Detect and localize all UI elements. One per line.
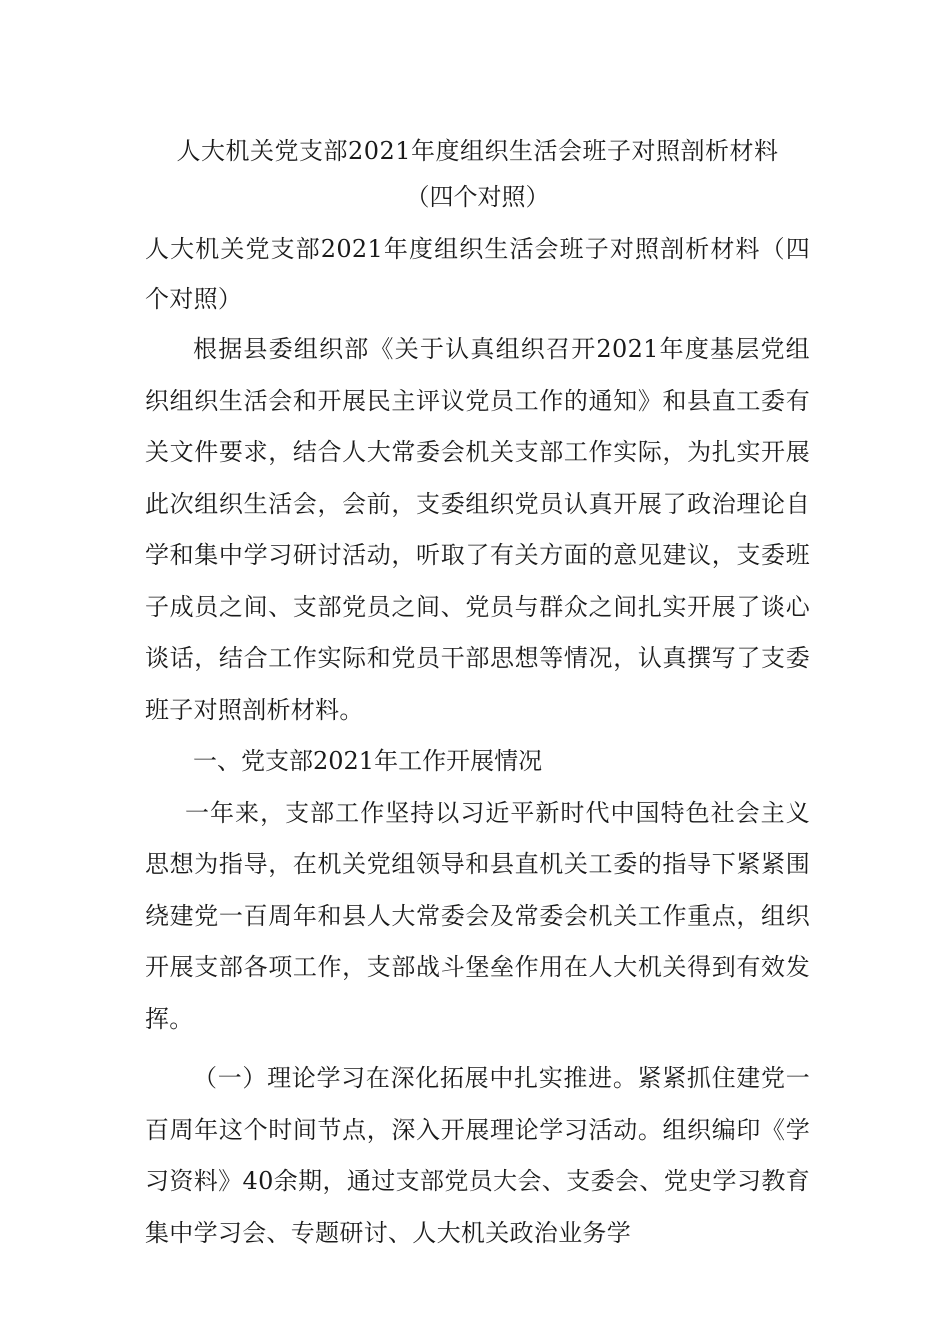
intro-paragraph: 根据县委组织部《关于认真组织召开2021年度基层党组织组织生活会和开展民主评议党员工作的通知》和县直工委有关文件要求，结合人大常委会机关支部工作实际，为扎实开展此次组织生活会，会前，支委组织党员认真开展了政治理论自学和集中学习研讨活动，听取了有关方面的意见建议，支委班子成员之间、支部党员之间、党员与群众之间扎实开展了谈心谈话，结合工作实际和党员干部思想等情况，认真撰写了支委班子对照剖析材料。 — [145, 335, 810, 724]
section-paragraph: 一年来，支部工作坚持以习近平新时代中国特色社会主义思想为指导，在机关党组领导和县直机关工委的指导下紧紧围绕建党一百周年和县人大常委会及常委会机关工作重点，组织开展支部各项工作，支部战斗堡垒作用在人大机关得到有效发挥。 — [145, 798, 810, 1033]
document-title: 人大机关党支部2021年度组织生活会班子对照剖析材料 — [176, 137, 779, 165]
repeated-title: 人大机关党支部2021年度组织生活会班子对照剖析材料（四个对照） — [145, 235, 810, 313]
paragraph-gap — [145, 1045, 810, 1053]
document-body — [145, 128, 810, 1259]
document-subtitle: （四个对照） — [405, 183, 550, 211]
section-heading: 一、党支部2021年工作开展情况 — [193, 747, 543, 775]
subsection-paragraph: （一）理论学习在深化拓展中扎实推进。紧紧抓住建党一百周年这个时间节点，深入开展理论学习活动。组织编印《学习资料》40余期，通过支部党员大会、支委会、党史学习教育集中学习会、专题研讨、人大机关政治业务学 — [145, 1064, 810, 1247]
